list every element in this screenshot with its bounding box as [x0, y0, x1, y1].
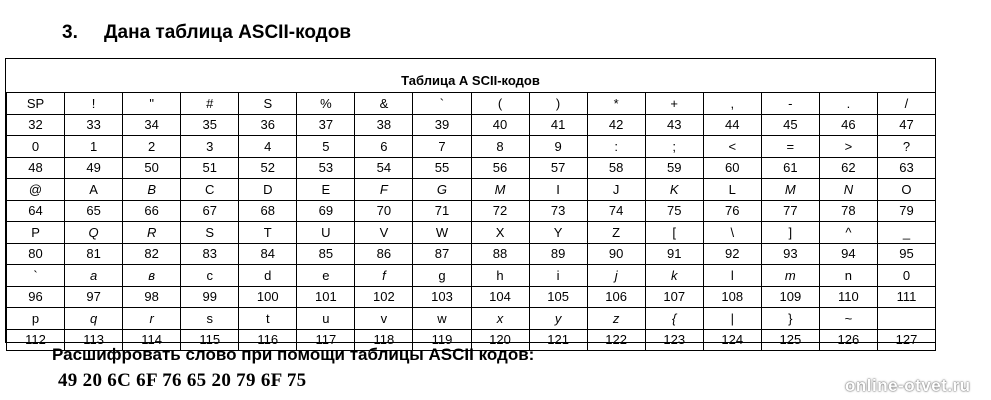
symbol-cell: . [819, 93, 877, 115]
code-cell: 120 [471, 329, 529, 351]
code-cell: 34 [123, 114, 181, 136]
code-cell: 95 [877, 243, 935, 265]
code-cell: 47 [877, 114, 935, 136]
symbol-cell: { [645, 308, 703, 330]
symbol-cell: , [703, 93, 761, 115]
code-cell: 117 [297, 329, 355, 351]
symbol-cell [877, 308, 935, 330]
symbol-cell: U [297, 222, 355, 244]
code-cell: 104 [471, 286, 529, 308]
symbol-cell: 8 [471, 136, 529, 158]
code-cell: 112 [7, 329, 65, 351]
symbol-cell: h [471, 265, 529, 287]
symbol-cell: ` [7, 265, 65, 287]
symbol-cell: t [239, 308, 297, 330]
symbol-cell: G [413, 179, 471, 201]
symbol-cell: J [587, 179, 645, 201]
symbol-cell: u [297, 308, 355, 330]
symbol-cell: > [819, 136, 877, 158]
symbol-cell: x [471, 308, 529, 330]
symbol-cell: i [529, 265, 587, 287]
symbol-cell: g [413, 265, 471, 287]
symbol-cell: | [703, 308, 761, 330]
symbol-cell: X [471, 222, 529, 244]
symbol-cell: N [819, 179, 877, 201]
code-cell: 77 [761, 200, 819, 222]
code-cell: 54 [355, 157, 413, 179]
symbol-cell: P [7, 222, 65, 244]
ascii-table-frame [5, 58, 936, 348]
symbol-row [7, 136, 936, 158]
code-cell: 35 [181, 114, 239, 136]
code-cell: 70 [355, 200, 413, 222]
code-cell: 94 [819, 243, 877, 265]
symbol-cell: R [123, 222, 181, 244]
symbol-cell: K [645, 179, 703, 201]
symbol-row [7, 93, 936, 115]
code-cell: 110 [819, 286, 877, 308]
symbol-cell: B [123, 179, 181, 201]
code-cell: 126 [819, 329, 877, 351]
code-cell: 125 [761, 329, 819, 351]
code-cell: 65 [65, 200, 123, 222]
code-cell: 71 [413, 200, 471, 222]
symbol-cell: = [761, 136, 819, 158]
code-cell: 106 [587, 286, 645, 308]
symbol-cell: A [65, 179, 123, 201]
code-cell: 118 [355, 329, 413, 351]
symbol-cell: % [297, 93, 355, 115]
symbol-cell: 0 [7, 136, 65, 158]
code-cell: 69 [297, 200, 355, 222]
code-cell: 90 [587, 243, 645, 265]
code-cell: 82 [123, 243, 181, 265]
symbol-cell: E [297, 179, 355, 201]
code-cell: 111 [877, 286, 935, 308]
symbol-cell: V [355, 222, 413, 244]
code-row [7, 200, 936, 222]
code-cell: 58 [587, 157, 645, 179]
code-cell: 87 [413, 243, 471, 265]
task-heading [62, 22, 351, 44]
code-cell: 33 [65, 114, 123, 136]
symbol-cell: 9 [529, 136, 587, 158]
symbol-cell: " [123, 93, 181, 115]
code-cell: 43 [645, 114, 703, 136]
code-cell: 121 [529, 329, 587, 351]
symbol-cell: Q [65, 222, 123, 244]
symbol-cell: : [587, 136, 645, 158]
symbol-cell: M [761, 179, 819, 201]
code-cell: 50 [123, 157, 181, 179]
code-cell: 98 [123, 286, 181, 308]
symbol-cell: p [7, 308, 65, 330]
symbol-row [7, 222, 936, 244]
symbol-cell: n [819, 265, 877, 287]
code-cell: 67 [181, 200, 239, 222]
symbol-cell: } [761, 308, 819, 330]
symbol-cell: * [587, 93, 645, 115]
code-cell: 115 [181, 329, 239, 351]
symbol-cell: f [355, 265, 413, 287]
code-cell: 84 [239, 243, 297, 265]
code-cell: 83 [181, 243, 239, 265]
symbol-cell: j [587, 265, 645, 287]
code-cell: 59 [645, 157, 703, 179]
symbol-cell: a [65, 265, 123, 287]
code-cell: 107 [645, 286, 703, 308]
code-cell: 46 [819, 114, 877, 136]
code-cell: 60 [703, 157, 761, 179]
code-cell: 88 [471, 243, 529, 265]
symbol-cell: s [181, 308, 239, 330]
symbol-cell: d [239, 265, 297, 287]
code-cell: 51 [181, 157, 239, 179]
code-cell: 78 [819, 200, 877, 222]
symbol-cell: l [703, 265, 761, 287]
symbol-cell: Y [529, 222, 587, 244]
code-cell: 56 [471, 157, 529, 179]
code-row [7, 286, 936, 308]
symbol-cell: ! [65, 93, 123, 115]
code-cell: 74 [587, 200, 645, 222]
code-cell: 100 [239, 286, 297, 308]
code-cell: 73 [529, 200, 587, 222]
code-cell: 40 [471, 114, 529, 136]
symbol-cell: 5 [297, 136, 355, 158]
code-cell: 39 [413, 114, 471, 136]
code-cell: 32 [7, 114, 65, 136]
symbol-cell: ] [761, 222, 819, 244]
symbol-cell: L [703, 179, 761, 201]
code-cell: 96 [7, 286, 65, 308]
symbol-cell: 2 [123, 136, 181, 158]
code-cell: 75 [645, 200, 703, 222]
symbol-cell: 3 [181, 136, 239, 158]
code-cell: 37 [297, 114, 355, 136]
instruction-text: Расшифровать слово при помощи таблицы ASCII кодов: [52, 345, 535, 364]
code-cell: 81 [65, 243, 123, 265]
symbol-cell: 7 [413, 136, 471, 158]
symbol-cell: < [703, 136, 761, 158]
code-cell: 102 [355, 286, 413, 308]
code-cell: 45 [761, 114, 819, 136]
code-cell: 41 [529, 114, 587, 136]
encoded-word: 49 20 6C 6F 76 65 20 79 6F 75 [58, 370, 307, 391]
symbol-row [7, 265, 936, 287]
code-cell: 44 [703, 114, 761, 136]
code-cell: 97 [65, 286, 123, 308]
code-cell: 91 [645, 243, 703, 265]
code-cell: 42 [587, 114, 645, 136]
symbol-cell: ^ [819, 222, 877, 244]
code-cell: 36 [239, 114, 297, 136]
symbol-cell: W [413, 222, 471, 244]
code-cell: 105 [529, 286, 587, 308]
code-cell: 114 [123, 329, 181, 351]
code-cell: 63 [877, 157, 935, 179]
symbol-cell: O [877, 179, 935, 201]
symbol-cell: 0 [877, 265, 935, 287]
code-cell: 119 [413, 329, 471, 351]
symbol-cell: - [761, 93, 819, 115]
code-cell: 57 [529, 157, 587, 179]
code-cell: 49 [65, 157, 123, 179]
code-cell: 99 [181, 286, 239, 308]
symbol-cell: _ [877, 222, 935, 244]
code-cell: 66 [123, 200, 181, 222]
symbol-cell: I [529, 179, 587, 201]
watermark: online-otvet.ru [845, 376, 971, 395]
code-cell: 92 [703, 243, 761, 265]
symbol-cell: y [529, 308, 587, 330]
code-cell: 76 [703, 200, 761, 222]
code-cell: 108 [703, 286, 761, 308]
symbol-cell: e [297, 265, 355, 287]
code-row [7, 114, 936, 136]
symbol-cell: \ [703, 222, 761, 244]
code-cell: 101 [297, 286, 355, 308]
code-cell: 38 [355, 114, 413, 136]
code-row [7, 243, 936, 265]
code-cell: 61 [761, 157, 819, 179]
symbol-cell: C [181, 179, 239, 201]
code-cell: 89 [529, 243, 587, 265]
symbol-cell: T [239, 222, 297, 244]
symbol-cell: & [355, 93, 413, 115]
code-cell: 72 [471, 200, 529, 222]
code-cell: 124 [703, 329, 761, 351]
code-cell: 109 [761, 286, 819, 308]
symbol-cell: m [761, 265, 819, 287]
symbol-cell: @ [7, 179, 65, 201]
code-cell: 53 [297, 157, 355, 179]
symbol-cell: ) [529, 93, 587, 115]
code-cell: 116 [239, 329, 297, 351]
symbol-row [7, 308, 936, 330]
symbol-row [7, 179, 936, 201]
symbol-cell: ; [645, 136, 703, 158]
code-cell: 64 [7, 200, 65, 222]
symbol-cell: D [239, 179, 297, 201]
code-row [7, 157, 936, 179]
ascii-table [6, 92, 936, 351]
symbol-cell: ( [471, 93, 529, 115]
symbol-cell: F [355, 179, 413, 201]
symbol-cell: S [181, 222, 239, 244]
task-number: 3. [62, 22, 78, 43]
symbol-cell: S [239, 93, 297, 115]
symbol-cell: Z [587, 222, 645, 244]
symbol-cell: r [123, 308, 181, 330]
code-cell: 86 [355, 243, 413, 265]
symbol-cell: SP [7, 93, 65, 115]
code-cell: 79 [877, 200, 935, 222]
symbol-cell: + [645, 93, 703, 115]
symbol-cell: # [181, 93, 239, 115]
symbol-cell: 6 [355, 136, 413, 158]
code-cell: 48 [7, 157, 65, 179]
code-cell: 80 [7, 243, 65, 265]
code-cell: 93 [761, 243, 819, 265]
code-cell: 103 [413, 286, 471, 308]
symbol-cell: ` [413, 93, 471, 115]
symbol-cell: z [587, 308, 645, 330]
symbol-cell: ~ [819, 308, 877, 330]
code-cell: 127 [877, 329, 935, 351]
symbol-cell: [ [645, 222, 703, 244]
symbol-cell: k [645, 265, 703, 287]
code-cell: 123 [645, 329, 703, 351]
symbol-cell: 1 [65, 136, 123, 158]
symbol-cell: / [877, 93, 935, 115]
table-caption: Таблица А SCII-кодов [401, 73, 540, 88]
code-cell: 113 [65, 329, 123, 351]
symbol-cell: 4 [239, 136, 297, 158]
code-cell: 55 [413, 157, 471, 179]
code-cell: 52 [239, 157, 297, 179]
code-cell: 68 [239, 200, 297, 222]
symbol-cell: ? [877, 136, 935, 158]
symbol-cell: v [355, 308, 413, 330]
task-title: Дана таблица ASCII-кодов [104, 22, 352, 43]
code-cell: 85 [297, 243, 355, 265]
symbol-cell: c [181, 265, 239, 287]
symbol-cell: w [413, 308, 471, 330]
symbol-cell: в [123, 265, 181, 287]
code-cell: 122 [587, 329, 645, 351]
code-cell: 62 [819, 157, 877, 179]
symbol-cell: M [471, 179, 529, 201]
symbol-cell: q [65, 308, 123, 330]
